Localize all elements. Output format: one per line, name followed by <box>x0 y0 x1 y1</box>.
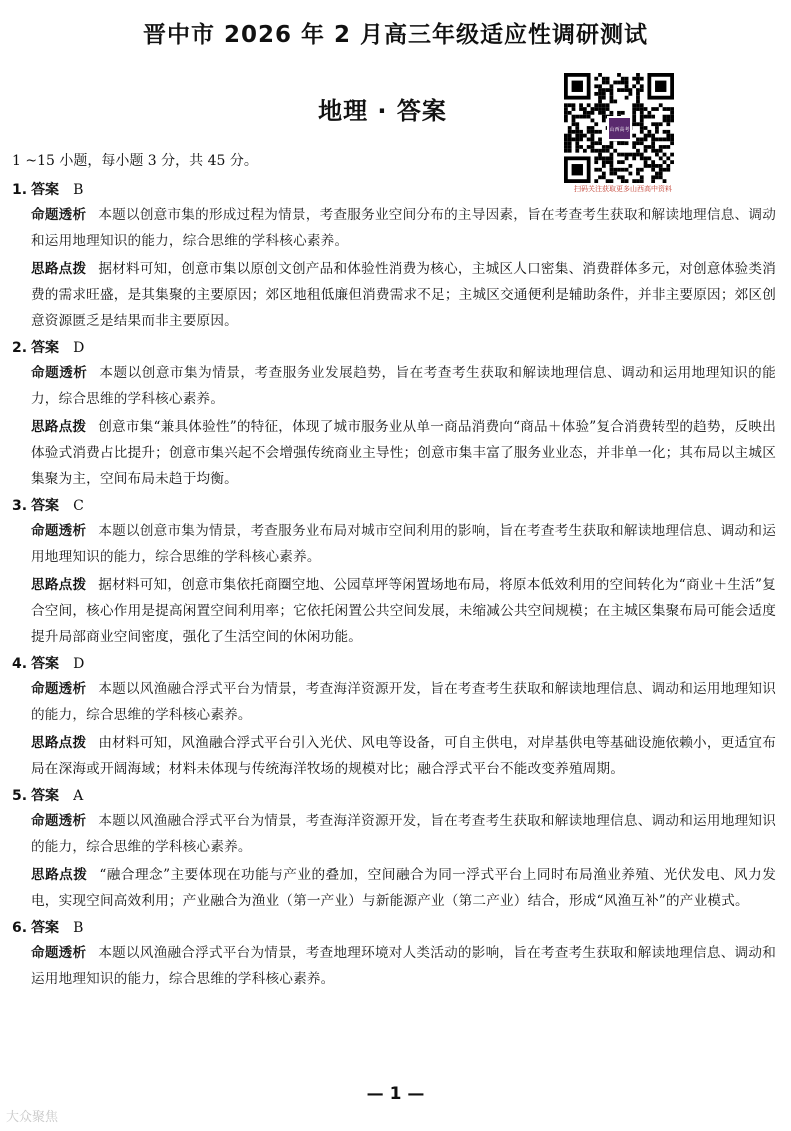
analysis-text: 本题以风渔融合浮式平台为情景，考查海洋资源开发，旨在考查考生获取和解读地理信息、调动和运用地理知识的能力，综合思维的学科核心素养。 <box>31 813 776 855</box>
answer-label: 答案 <box>31 498 60 514</box>
tips-paragraph <box>12 730 776 782</box>
analysis-text: 本题以创意市集为情景，考查服务业布局对城市空间利用的影响，旨在考查考生获取和解读地理信息、调动和运用地理知识的能力，综合思维的学科核心素养。 <box>31 523 776 565</box>
question-item <box>12 336 776 492</box>
answer-content <box>12 150 776 994</box>
page-number: — 1 — <box>366 1084 425 1104</box>
question-number: 2. <box>12 340 28 356</box>
answer-value: D <box>73 656 85 672</box>
answer-label: 答案 <box>31 788 60 804</box>
tips-label: 思路点拨 <box>31 867 88 883</box>
section-intro: 1 ~15 小题，每小题 3 分，共 45 分。 <box>12 153 258 169</box>
answer-label: 答案 <box>31 182 60 198</box>
page-title: 晋中市 2026 年 2 月高三年级适应性调研测试 <box>142 22 649 48</box>
qr-center-label: 山西高考 <box>609 127 630 133</box>
tips-text: “融合理念”主要体现在功能与产业的叠加，空间融合为同一浮式平台上同时布局渔业养殖、光伏发电、风力发电，实现空间高效利用；产业融合为渔业（第一产业）与新能源产业（第二产业）结合，形成“风渔互补”的产业模式。 <box>31 867 776 909</box>
analysis-label: 命题透析 <box>31 681 87 697</box>
tips-label: 思路点拨 <box>31 419 87 435</box>
analysis-text: 本题以创意市集的形成过程为情景，考查服务业空间分布的主导因素，旨在考查考生获取和解读地理信息、调动和运用地理知识的能力，综合思维的学科核心素养。 <box>31 207 776 249</box>
question-list <box>12 178 776 992</box>
question-header <box>12 784 776 808</box>
answer-label: 答案 <box>31 340 60 356</box>
analysis-paragraph <box>12 360 776 412</box>
analysis-paragraph <box>12 518 776 570</box>
question-item <box>12 916 776 992</box>
tips-text: 据材料可知，创意市集以原创文创产品和体验性消费为核心，主城区人口密集、消费群体多元，对创意体验类消费的需求旺盛，是其集聚的主要原因；郊区地租低廉但消费需求不足；主城区交通便利是辅助条件，并非主要原因；郊区创意资源匮乏是结果而非主要原因。 <box>31 261 776 329</box>
question-number: 4. <box>12 656 28 672</box>
watermark: 大众聚焦 <box>6 1110 59 1125</box>
analysis-paragraph <box>12 676 776 728</box>
answer-value: C <box>73 498 84 514</box>
analysis-label: 命题透析 <box>31 945 87 961</box>
tips-label: 思路点拨 <box>31 577 87 593</box>
question-number: 6. <box>12 920 28 936</box>
tips-paragraph <box>12 256 776 334</box>
analysis-label: 命题透析 <box>31 523 87 539</box>
question-item <box>12 652 776 782</box>
question-header <box>12 336 776 360</box>
answer-value: B <box>73 920 84 936</box>
question-item <box>12 494 776 650</box>
analysis-text: 本题以创意市集为情景，考查服务业发展趋势，旨在考查考生获取和解读地理信息、调动和运用地理知识的能力，综合思维的学科核心素养。 <box>31 365 776 407</box>
analysis-label: 命题透析 <box>31 207 87 223</box>
answer-value: B <box>73 182 84 198</box>
tips-paragraph <box>12 862 776 914</box>
tips-paragraph <box>12 414 776 492</box>
tips-text: 据材料可知，创意市集依托商圈空地、公园草坪等闲置场地布局，将原本低效利用的空间转化为“商业＋生活”复合空间，核心作用是提高闲置空间利用率；它依托闲置公共空间发展，未缩减公共空间规模；在主城区集聚布局可能会适度提升局部商业空间密度，强化了生活空间的休闲功能。 <box>31 577 776 645</box>
answer-value: A <box>73 788 84 804</box>
tips-label: 思路点拨 <box>31 735 87 751</box>
answer-value: D <box>73 340 85 356</box>
tips-paragraph <box>12 572 776 650</box>
analysis-text: 本题以风渔融合浮式平台为情景，考查地理环境对人类活动的影响，旨在考查考生获取和解读地理信息、调动和运用地理知识的能力，综合思维的学科核心素养。 <box>31 945 776 987</box>
question-header <box>12 916 776 940</box>
page-subtitle: 地理 · 答案 <box>318 97 447 125</box>
question-item <box>12 178 776 334</box>
question-number: 1. <box>12 182 28 198</box>
question-number: 3. <box>12 498 28 514</box>
analysis-paragraph <box>12 808 776 860</box>
qr-caption: 扫码关注获取更多山西高中资料 <box>574 185 672 193</box>
question-header <box>12 178 776 202</box>
answer-label: 答案 <box>31 656 60 672</box>
analysis-label: 命题透析 <box>31 813 87 829</box>
tips-text: 创意市集“兼具体验性”的特征，体现了城市服务业从单一商品消费向“商品＋体验”复合消费转型的趋势，反映出体验式消费占比提升；创意市集兴起不会增强传统商业主导性；创意市集丰富了服务业业态，并非单一化；其布局以主城区集聚为主，空间布局未趋于均衡。 <box>31 419 776 487</box>
tips-text: 由材料可知，风渔融合浮式平台引入光伏、风电等设备，可自主供电，对岸基供电等基础设施依赖小，更适宜布局在深海或开阔海域；材料未体现与传统海洋牧场的规模对比；融合浮式平台不能改变养殖周期。 <box>31 735 776 777</box>
analysis-text: 本题以风渔融合浮式平台为情景，考查海洋资源开发，旨在考查考生获取和解读地理信息、调动和运用地理知识的能力，综合思维的学科核心素养。 <box>31 681 776 723</box>
analysis-paragraph <box>12 202 776 254</box>
tips-label: 思路点拨 <box>31 261 87 277</box>
question-header <box>12 494 776 518</box>
question-number: 5. <box>12 788 28 804</box>
analysis-label: 命题透析 <box>31 365 88 381</box>
question-item <box>12 784 776 914</box>
analysis-paragraph <box>12 940 776 992</box>
answer-label: 答案 <box>31 920 60 936</box>
question-header <box>12 652 776 676</box>
